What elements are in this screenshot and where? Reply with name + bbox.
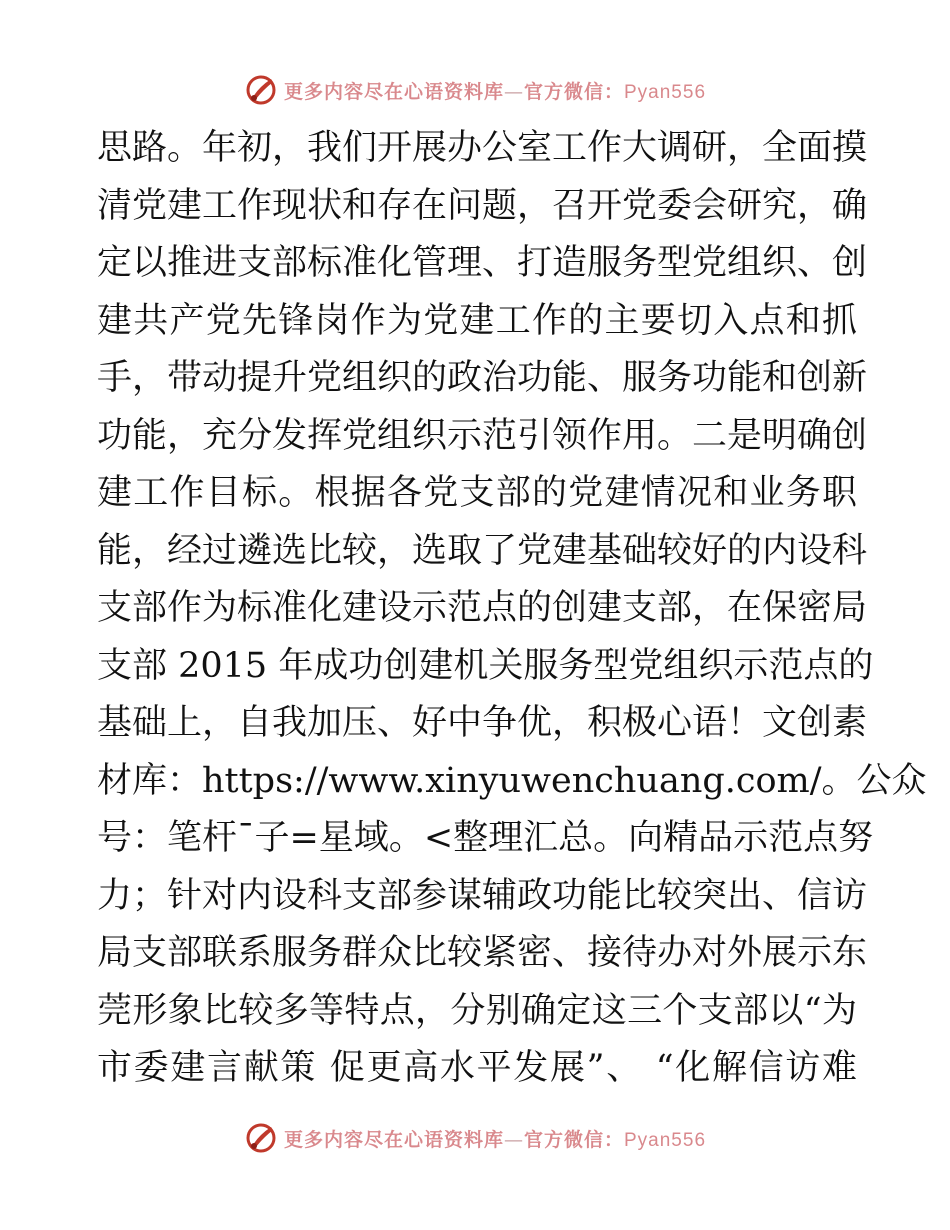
brush-logo-icon [244,73,278,107]
body-line: 材库：https://www.xinyuwenchuang.com/。公众 [97,760,927,801]
body-line: 力；针对内设科支部参谋辅政功能比较突出、信访 [97,875,868,916]
body-line: 建共产党先锋岗作为党建工作的主要切入点和抓 [97,300,857,341]
brush-logo-icon [244,1121,278,1155]
body-line: 思路。年初，我们开展办公室工作大调研，全面摸 [97,128,868,168]
body-line: 建工作目标。根据各党支部的党建情况和业务职 [97,473,857,513]
banner-wechat-id: Pyan556 [624,1129,707,1151]
banner-text [284,77,706,104]
banner-separator: — [503,1128,524,1151]
body-line: 市委建言献策 促更高水平发展”、 “化解信访难 [97,1048,857,1088]
body-line: 基础上，自我加压、好中争优，积极心语！文创素 [97,703,868,743]
body-line: 局支部联系服务群众比较紧密、接待办对外展示东 [97,933,868,973]
body-line: 功能，充分发挥党组织示范引领作用。二是明确创 [97,415,868,456]
banner-wechat-id: Pyan556 [624,81,707,103]
document-body [97,120,927,1098]
body-line: 清党建工作现状和存在问题，召开党委会研究，确 [97,185,868,226]
banner-title: 更多内容尽在心语资料库 [283,1128,504,1151]
body-line: 定以推进支部标准化管理、打造服务型党组织、创 [97,243,868,283]
banner-text [284,1125,706,1152]
banner-separator: — [503,80,524,103]
body-line: 莞形象比较多等特点，分别确定这三个支部以“为 [97,990,857,1031]
body-line: 手，带动提升党组织的政治功能、服务功能和创新 [97,358,868,398]
banner-wechat-label: 官方微信： [523,80,624,103]
banner-title: 更多内容尽在心语资料库 [283,80,504,103]
body-line: 号：笔杆¯子=星域。<整理汇总。向精品示范点努 [97,818,874,858]
banner-wechat-label: 官方微信： [523,1128,624,1151]
body-line: 支部作为标准化建设示范点的创建支部，在保密局 [97,588,868,628]
body-line: 支部 2015 年成功创建机关服务型党组织示范点的 [97,645,874,686]
body-line: 能，经过遴选比较，选取了党建基础较好的内设科 [97,530,868,571]
header-banner [0,70,950,110]
footer-banner [0,1118,950,1158]
